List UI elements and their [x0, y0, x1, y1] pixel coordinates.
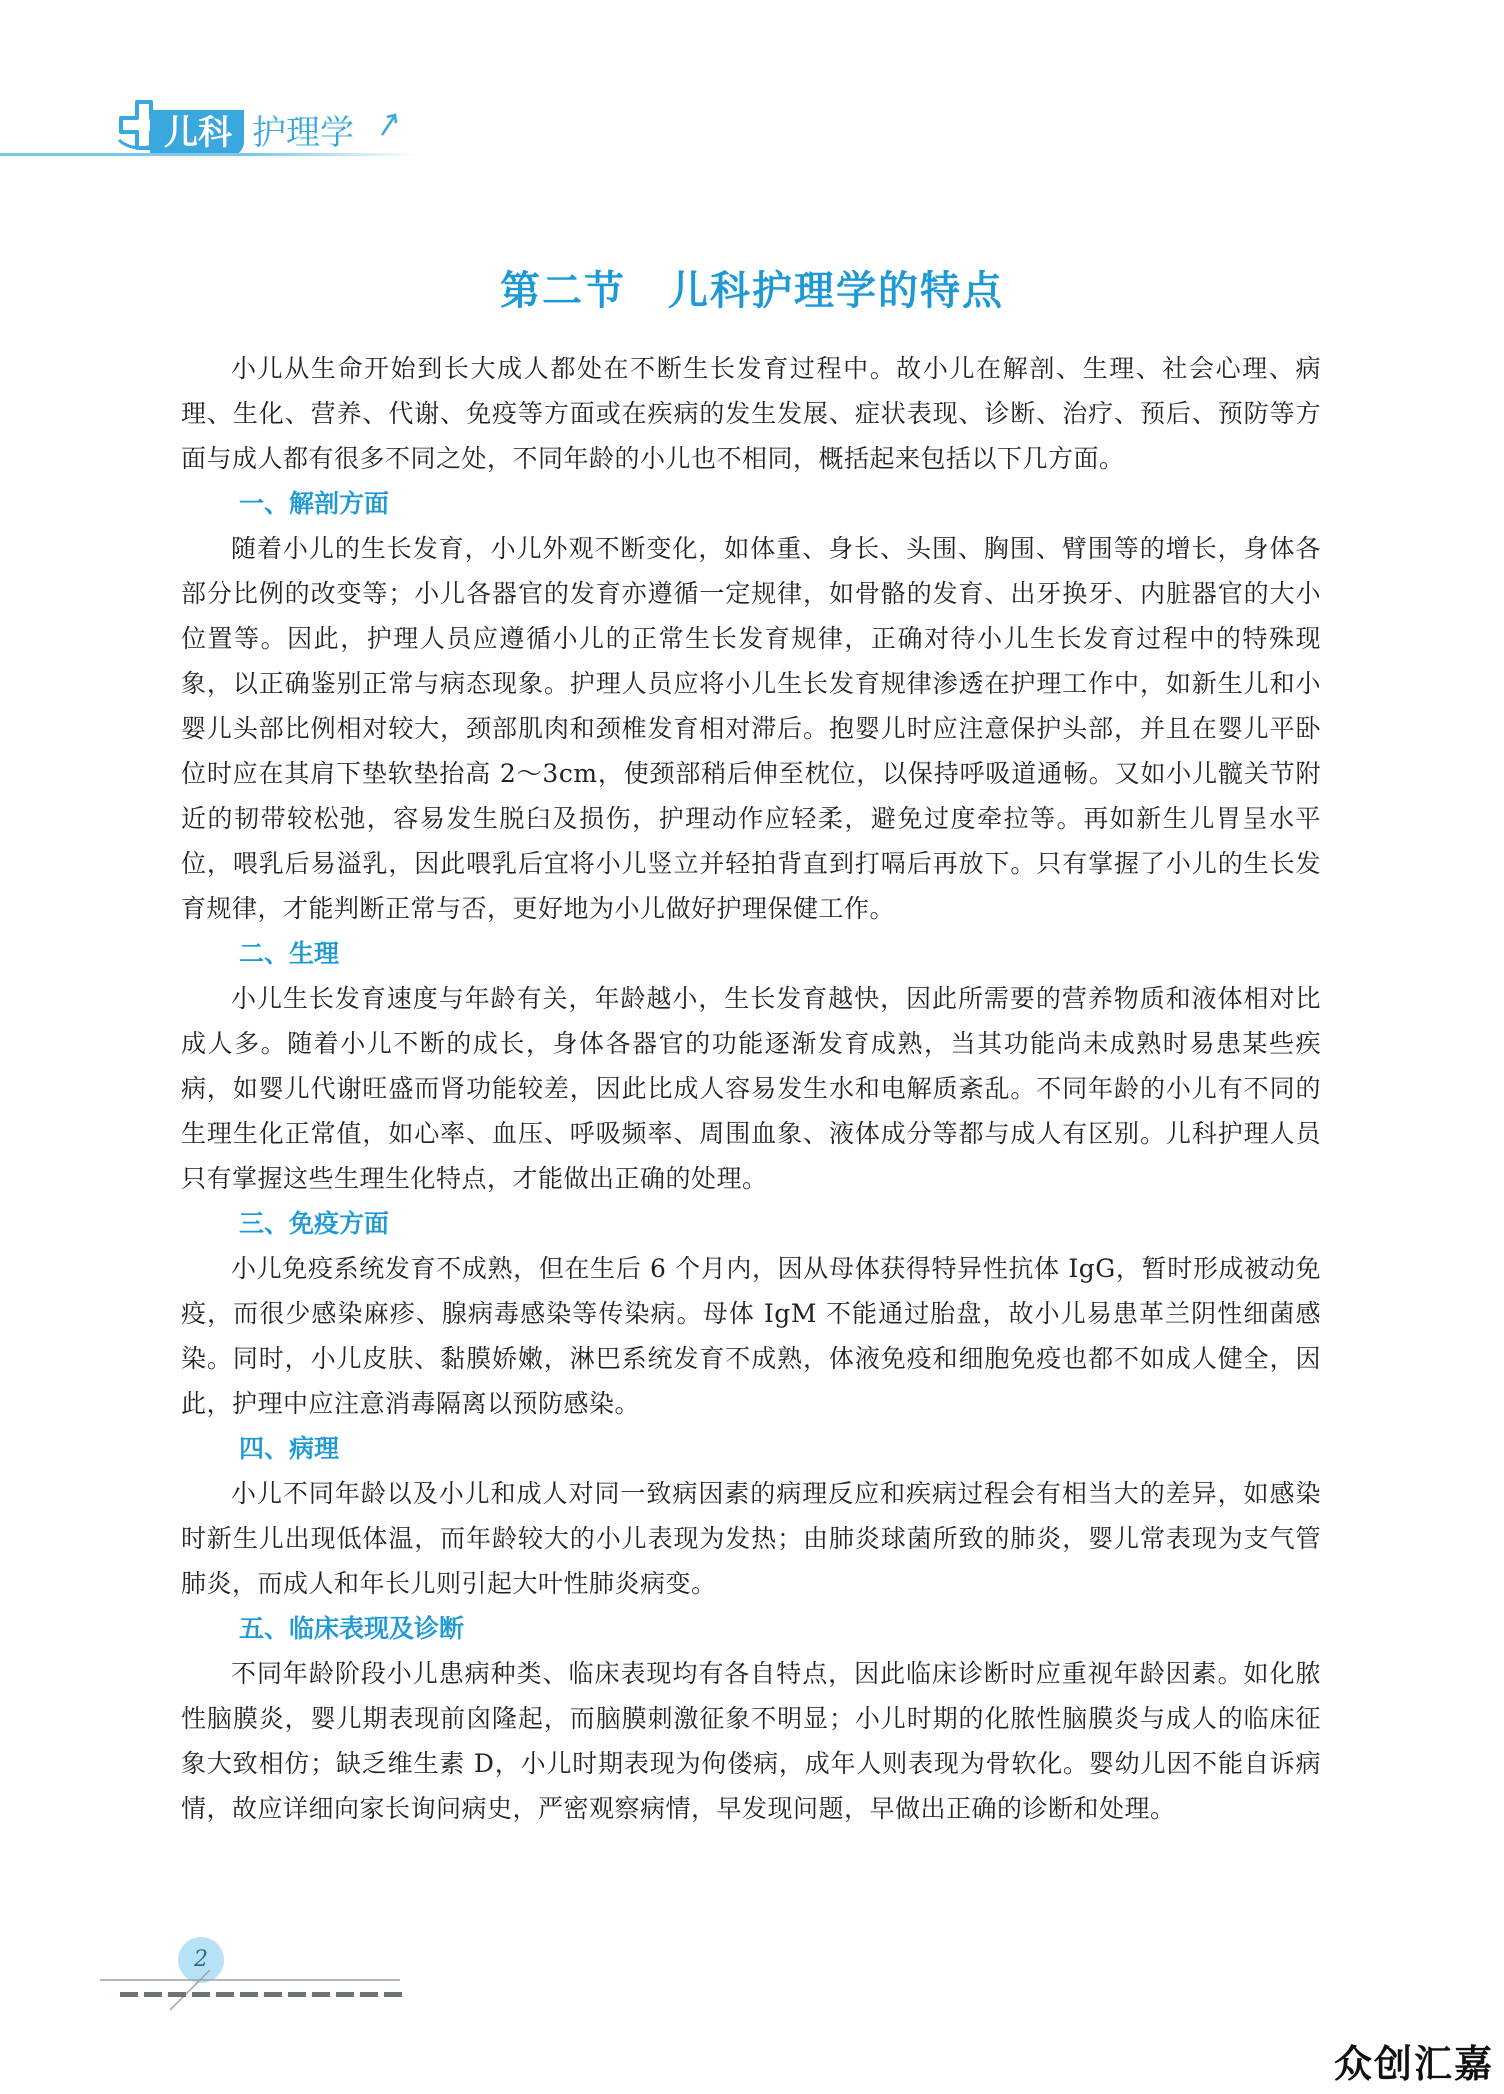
book-title	[150, 108, 354, 158]
section-title: 第二节 儿科护理学的特点	[500, 267, 1004, 314]
paragraph-physiology: 小儿生长发育速度与年龄有关，年龄越小，生长发育越快，因此所需要的营养物质和液体相对比成人多。随着小儿不断的成长，身体各器官的功能逐渐发育成熟，当其功能尚未成熟时易患某些疾病，如婴儿代谢旺盛而肾功能较差，因此比成人容易发生水和电解质紊乱。不同年龄的小儿有不同的生理生化正常值，如心率、血压、呼吸频率、周围血象、液体成分等都与成人有区别。儿科护理人员只有掌握这些生理生化特点，才能做出正确的处理。	[181, 984, 1321, 1193]
book-title-part1: 儿科	[150, 110, 244, 156]
intro-paragraph: 小儿从生命开始到长大成人都处在不断生长发育过程中。故小儿在解剖、生理、社会心理、病理、生化、营养、代谢、免疫等方面或在疾病的发生发展、症状表现、诊断、治疗、预后、预防等方面与成人都有很多不同之处，不同年龄的小儿也不相同，概括起来包括以下几方面。	[181, 354, 1321, 473]
book-title-part2: 护理学	[252, 113, 354, 153]
paragraph-anatomy: 随着小儿的生长发育，小儿外观不断变化，如体重、身长、头围、胸围、臂围等的增长，身体各部分比例的改变等；小儿各器官的发育亦遵循一定规律，如骨骼的发育、出牙换牙、内脏器官的大小位置等。因此，护理人员应遵循小儿的正常生长发育规律，正确对待小儿生长发育过程中的特殊现象，以正确鉴别正常与病态现象。护理人员应将小儿生长发育规律渗透在护理工作中，如新生儿和小婴儿头部比例相对较大，颈部肌肉和颈椎发育相对滞后。抱婴儿时应注意保护头部，并且在婴儿平卧位时应在其肩下垫软垫抬高 2～3cm，使颈部稍后伸至枕位，以保持呼吸道通畅。又如小儿髋关节附近的韧带较松弛，容易发生脱臼及损伤，护理动作应轻柔，避免过度牵拉等。再如新生儿胃呈水平位，喂乳后易溢乳，因此喂乳后宜将小儿竖立并轻拍背直到打嗝后再放下。只有掌握了小儿的生长发育规律，才能判断正常与否，更好地为小儿做好护理保健工作。	[181, 534, 1321, 923]
paragraph-immunity: 小儿免疫系统发育不成熟，但在生后 6 个月内，因从母体获得特异性抗体 IgG，暂时形成被动免疫，而很少感染麻疹、腺病毒感染等传染病。母体 IgM 不能通过胎盘，故小儿易患革兰阴性细菌感染。同时，小儿皮肤、黏膜娇嫩，淋巴系统发育不成熟，体液免疫和细胞免疫也都不如成人健全，因此，护理中应注意消毒隔离以预防感染。	[181, 1254, 1321, 1418]
paragraph-clinical: 不同年龄阶段小儿患病种类、临床表现均有各自特点，因此临床诊断时应重视年龄因素。如化脓性脑膜炎，婴儿期表现前囟隆起，而脑膜刺激征象不明显；小儿时期的化脓性脑膜炎与成人的临床征象大致相仿；缺乏维生素 D，小儿时期表现为佝偻病，成年人则表现为骨软化。婴幼儿因不能自诉病情，故应详细向家长询问病史，严密观察病情，早发现问题，早做出正确的诊断和处理。	[181, 1659, 1321, 1823]
subheading-anatomy: 一、解剖方面	[239, 489, 390, 518]
page-header	[0, 0, 1504, 170]
subheading-immunity: 三、免疫方面	[239, 1209, 390, 1238]
page-footer	[0, 1920, 1504, 2094]
watermark-text: 众创汇嘉	[1333, 2042, 1494, 2086]
page-number: 2	[178, 1937, 224, 1983]
main-content	[181, 346, 1321, 1831]
subheading-clinical: 五、临床表现及诊断	[239, 1614, 465, 1643]
subheading-pathology: 四、病理	[239, 1434, 340, 1463]
paragraph-pathology: 小儿不同年龄以及小儿和成人对同一致病因素的病理反应和疾病过程会有相当大的差异，如感染时新生儿出现低体温，而年龄较大的小儿表现为发热；由肺炎球菌所致的肺炎，婴儿常表现为支气管肺炎，而成人和年长儿则引起大叶性肺炎病变。	[181, 1479, 1321, 1598]
subheading-physiology: 二、生理	[239, 939, 340, 968]
arrow-up-right-icon	[378, 113, 400, 137]
header-divider	[0, 153, 420, 156]
footer-decoration	[100, 1970, 420, 2010]
